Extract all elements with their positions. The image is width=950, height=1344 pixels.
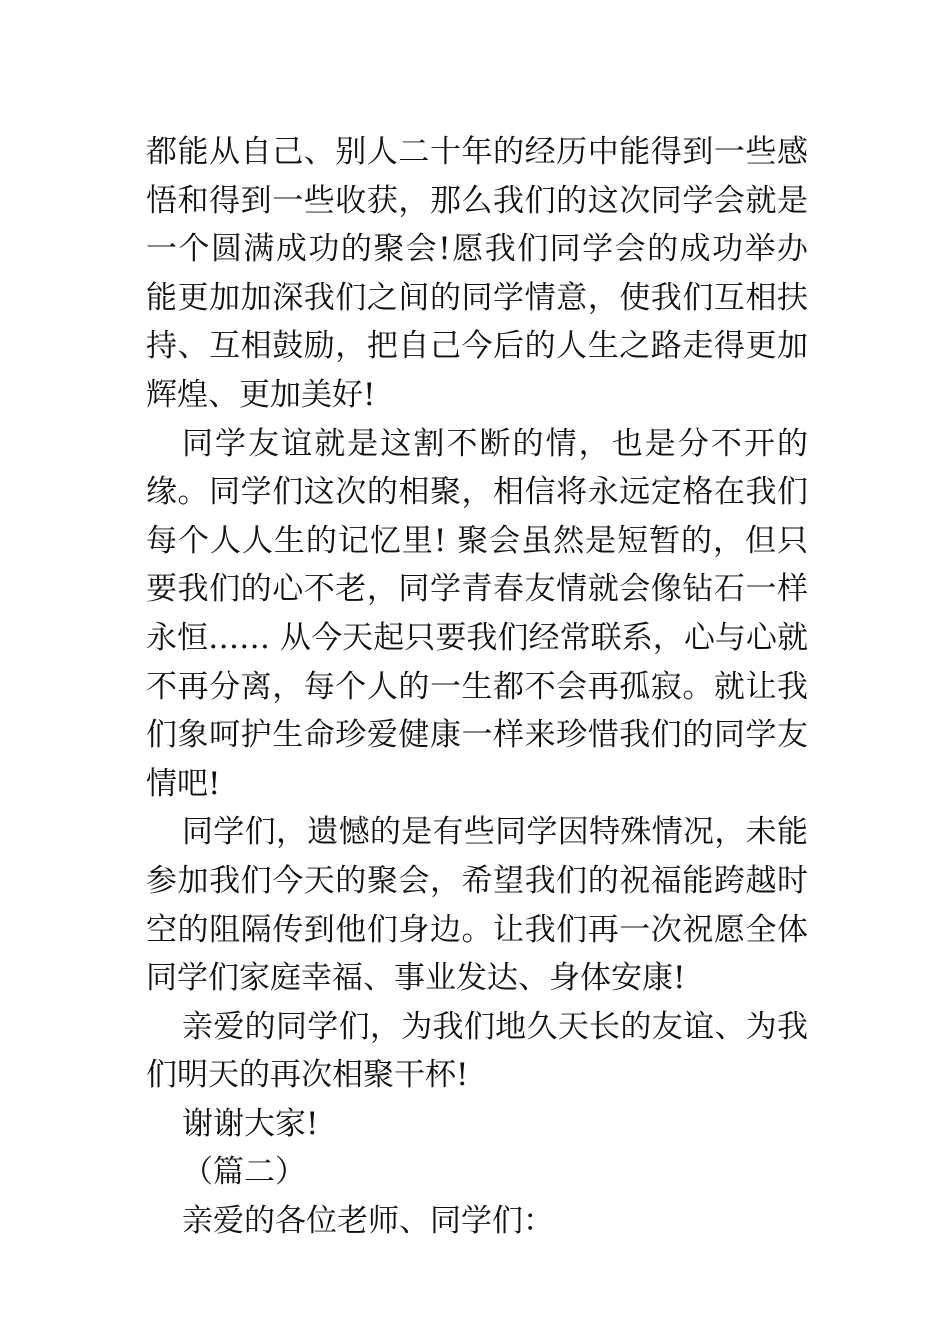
paragraph-absent-classmates: 同学们，遗憾的是有些同学因特殊情况，未能参加我们今天的聚会，希望我们的祝福能跨越时空的阻隔传到他们身边。让我们再一次祝愿全体同学们家庭幸福、事业发达、身体安康! [146, 814, 808, 997]
paragraph-salutation: 亲爱的各位老师、同学们： [182, 1203, 554, 1240]
document-body [146, 128, 808, 1246]
paragraph-friendship: 同学友谊就是这割不断的情，也是分不开的缘。同学们这次的相聚，相信将永远定格在我们每个人人生的记忆里! 聚会虽然是短暂的，但只要我们的心不老，同学青春友情就会像钻石一样永恒…… 从今天起只要我们经常联系，心与心就不再分离，每个人的一生都不会再孤寂。就让我们象呵护生命珍爱健康一样来珍惜我们的同学友情吧! [146, 425, 808, 802]
paragraph-toast: 亲爱的同学们，为我们地久天长的友谊、为我们明天的再次相聚干杯! [146, 1008, 808, 1094]
section-heading: （篇二） [182, 1154, 306, 1191]
paragraph-continuation: 都能从自己、别人二十年的经历中能得到一些感悟和得到一些收获，那么我们的这次同学会就是一个圆满成功的聚会!愿我们同学会的成功举办能更加加深我们之间的同学情意，使我们互相扶持、互相鼓励，把自己今后的人生之路走得更加辉煌、更加美好! [146, 134, 808, 413]
paragraph-thanks: 谢谢大家! [182, 1105, 319, 1142]
